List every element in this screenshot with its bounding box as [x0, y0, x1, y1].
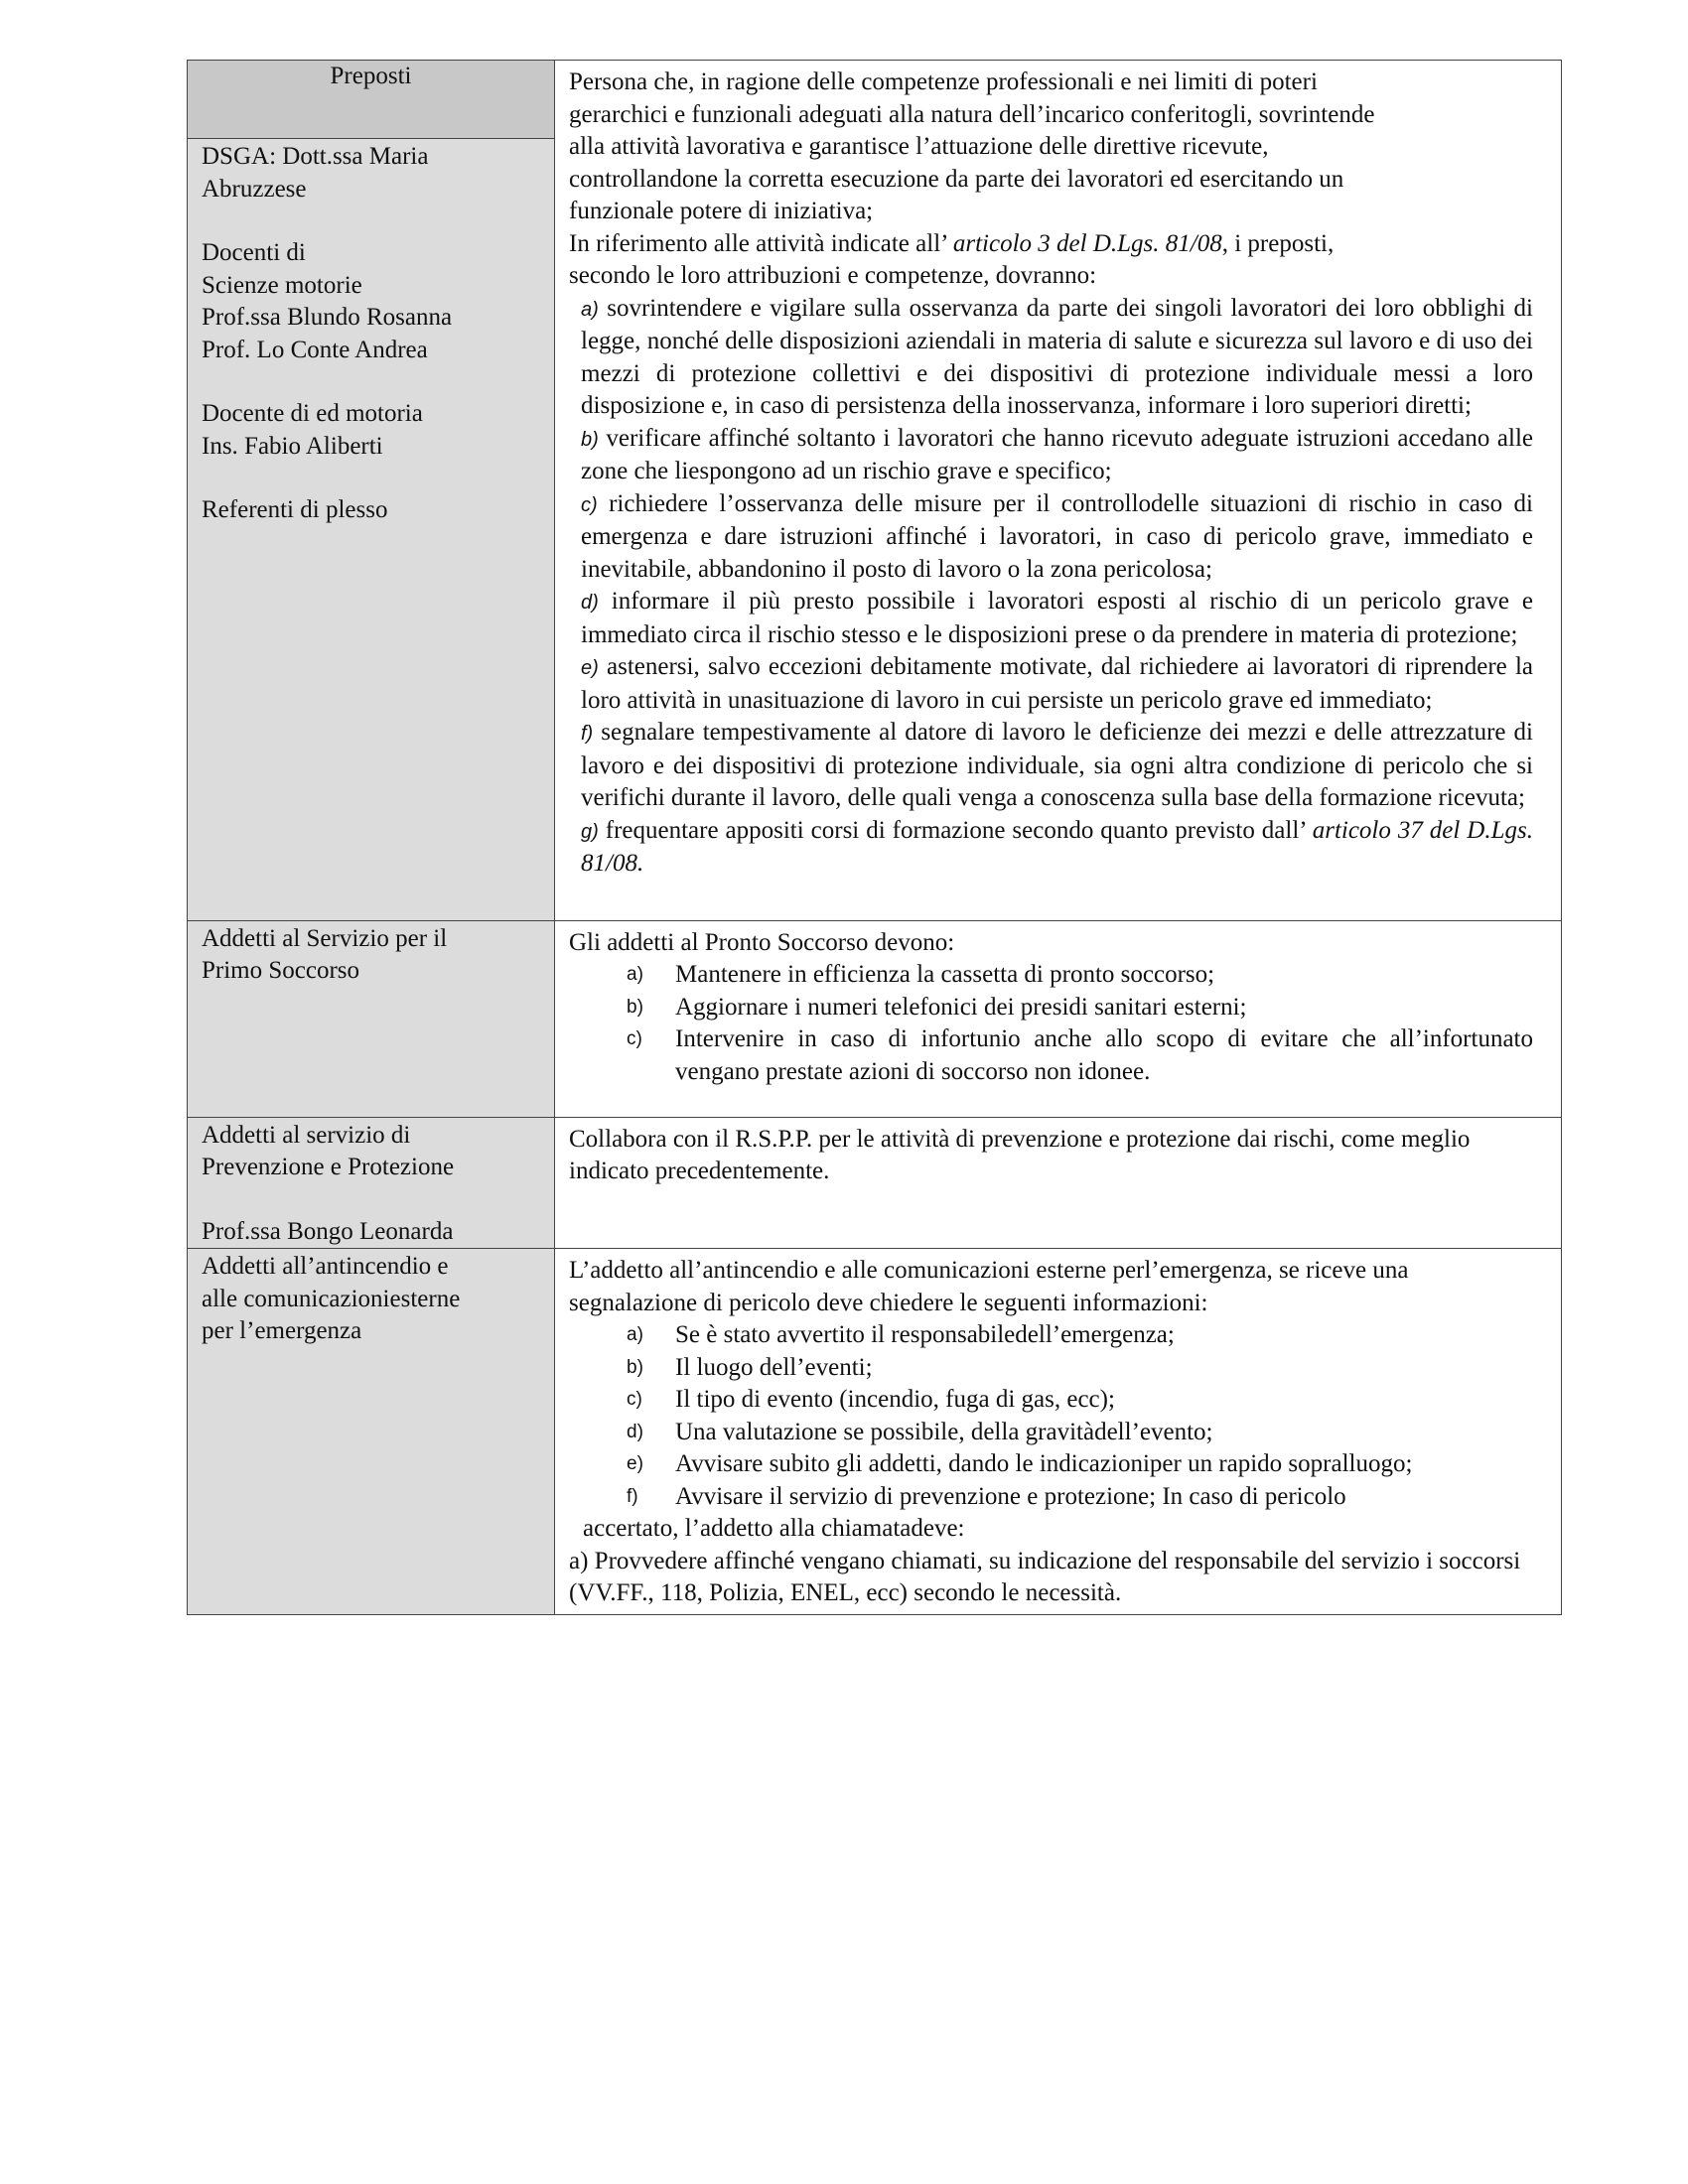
antincendio-role: [188, 1249, 554, 1348]
list-item: [569, 992, 1533, 1024]
item-text: Avvisare il servizio di prevenzione e protezione; In caso di pericolo: [675, 1482, 1346, 1510]
item-text: Se è stato avvertito il responsabiledell’emergenza;: [675, 1321, 1175, 1348]
reference-line: [569, 228, 1533, 261]
item-text: Avvisare subito gli addetti, dando le indicazioniper un rapido sopralluogo;: [675, 1450, 1413, 1477]
item-label: c): [581, 493, 598, 516]
item-text: Intervenire in caso di infortunio anche allo scopo di evitare che all’infortunato vengano prestate azioni di soccorso non idonee.: [675, 1025, 1533, 1085]
item-text: Aggiornare i numeri telefonici dei presidi sanitari esterni;: [675, 993, 1247, 1021]
primo-soccorso-left-cell: [188, 920, 555, 1117]
antincendio-left-cell: [188, 1249, 555, 1615]
item-text: verificare affinché soltanto i lavoratori che hanno ricevuto adeguate istruzioni accedano alle zone che liespongono ad un rischio grave e specifico;: [581, 424, 1533, 484]
antincendio-continuation: accertato, l’addetto alla chiamatadeve:: [583, 1515, 965, 1542]
duty-item-f: [569, 717, 1533, 815]
antincendio-description: [555, 1249, 1562, 1615]
prevenzione-text: Collabora con il R.S.P.P. per le attività di prevenzione e protezione dai rischi, come meglio indicato precedentemente.: [569, 1125, 1471, 1184]
item-label: b): [627, 996, 643, 1018]
antincendio-final: a) Provvedere affinché vengano chiamati, su indicazione del responsabile del servizio i soccorsi (VV.FF., 118, Polizia, ENEL, ecc) secondo le necessità.: [569, 1547, 1521, 1606]
law-reference: articolo 3 del D.Lgs. 81/08: [952, 229, 1222, 257]
duty-item-c: [569, 488, 1533, 587]
list-item: [569, 1024, 1533, 1088]
item-text: frequentare appositi corsi di formazione secondo quanto previsto dall’: [605, 816, 1313, 844]
list-item: [569, 1417, 1533, 1449]
role-line: Addetti al servizio di: [202, 1121, 411, 1149]
item-label: f): [627, 1485, 638, 1507]
item-text: informare il più presto possibile i lavoratori esposti al rischio di un pericolo grave e immediato circa il rischio stesso e le disposizioni prese o da prendere in materia di protezione;: [581, 588, 1534, 648]
item-label: g): [581, 820, 599, 843]
duty-item-a: [569, 293, 1533, 423]
reference-text: In riferimento alle attività indicate all’: [569, 229, 953, 257]
item-text: Il tipo di evento (incendio, fuga di gas, ecc);: [675, 1386, 1115, 1413]
docenti-line-3: Prof.ssa Blundo Rosanna: [202, 304, 453, 331]
role-line: Primo Soccorso: [202, 957, 360, 984]
primo-soccorso-description: [555, 920, 1562, 1117]
primo-soccorso-list: [569, 959, 1533, 1088]
item-label: a): [627, 964, 643, 985]
list-item: [569, 1352, 1533, 1385]
reference-text-end: , i preposti,: [1221, 229, 1335, 257]
primo-soccorso-intro: Gli addetti al Pronto Soccorso devono:: [569, 928, 955, 956]
intro-line-5: funzionale potere di iniziativa;: [569, 198, 874, 224]
role-line: per l’emergenza: [202, 1317, 362, 1344]
docenti-line-2: Scienze motorie: [202, 271, 362, 299]
duty-item-d: [569, 586, 1533, 651]
item-label: f): [581, 723, 594, 745]
dsga-line-1: DSGA: Dott.ssa Maria: [202, 143, 429, 170]
duty-item-e: [569, 651, 1533, 717]
role-line: Prevenzione e Protezione: [202, 1154, 455, 1180]
referenti-line: Referenti di plesso: [202, 496, 388, 523]
role-line: Prof.ssa Bongo Leonarda: [202, 1217, 454, 1245]
preposti-names: [188, 138, 554, 527]
list-item: [569, 959, 1533, 992]
item-label: b): [581, 428, 599, 451]
item-text: astenersi, salvo eccezioni debitamente motivate, dal richiedere ai lavoratori di riprendere la loro attività in unasituazione di lavoro in cui persiste un pericolo grave ed immediato;: [581, 653, 1534, 714]
item-text: sovrintendere e vigilare sulla osservanza da parte dei singoli lavoratori dei loro obblighi di legge, nonché delle disposizioni aziendali in materia di salute e sicurezza sul lavoro e di uso dei mezzi di protezione collettivi e dei dispositivi di protezione individuale messi a loro disposizione e, in caso di persistenza della inosservanza, informare i loro superiori diretti;: [581, 294, 1533, 419]
roles-table: [187, 60, 1562, 1615]
list-item: [569, 1448, 1533, 1481]
item-label: c): [627, 1389, 642, 1410]
role-line: Addetti al Servizio per il: [202, 924, 448, 952]
item-label: b): [627, 1356, 643, 1378]
intro-line-1: Persona che, in ragione delle competenze professionali e nei limiti di poteri: [569, 68, 1318, 95]
item-text: Il luogo dell’eventi;: [675, 1353, 873, 1381]
item-label: e): [581, 657, 599, 679]
role-line: Addetti all’antincendio e: [202, 1253, 449, 1280]
list-item: [569, 1319, 1533, 1352]
item-text: Mantenere in efficienza la cassetta di pronto soccorso;: [675, 961, 1215, 988]
list-item: [569, 1384, 1533, 1417]
preposti-heading: Preposti: [188, 61, 554, 138]
item-label: c): [627, 1028, 642, 1049]
docente-ed-line-2: Ins. Fabio Aliberti: [202, 432, 383, 460]
list-item: [569, 1481, 1533, 1514]
antincendio-list: [569, 1319, 1533, 1513]
prevenzione-role: [188, 1118, 554, 1249]
docenti-line-1: Docenti di: [202, 239, 306, 266]
duty-item-b: [569, 423, 1533, 488]
antincendio-intro: L’addetto all’antincendio e alle comunicazioni esterne perl’emergenza, se riceve una segnalazione di pericolo deve chiedere le seguenti informazioni:: [569, 1257, 1409, 1316]
dsga-line-2: Abruzzese: [202, 175, 307, 203]
item-label: a): [627, 1324, 643, 1345]
prevenzione-description: [555, 1117, 1562, 1249]
law-reference: articolo 37 del D.Lgs. 81/08.: [581, 816, 1533, 877]
intro-line-2: gerarchici e funzionali adeguati alla natura dell’incarico conferitogli, sovrintende: [569, 100, 1375, 128]
item-label: e): [627, 1453, 643, 1474]
role-line: alle comunicazioniesterne: [202, 1285, 461, 1312]
item-label: d): [627, 1421, 643, 1442]
item-label: a): [581, 298, 599, 321]
intro-line-3: alla attività lavorativa e garantisce l’attuazione delle direttive ricevute,: [569, 133, 1269, 160]
preposti-left-cell: [188, 61, 555, 921]
prevenzione-left-cell: [188, 1117, 555, 1249]
docente-ed-line-1: Docente di ed motoria: [202, 400, 423, 427]
preposti-description: [555, 61, 1562, 921]
reference-line-2: secondo le loro attribuzioni e competenze, dovranno:: [569, 262, 1097, 289]
intro-line-4: controllandone la corretta esecuzione da parte dei lavoratori ed esercitando un: [569, 165, 1344, 193]
docenti-line-4: Prof. Lo Conte Andrea: [202, 336, 428, 363]
item-label: d): [581, 592, 599, 614]
primo-soccorso-role: [188, 921, 554, 988]
item-text: richiedere l’osservanza delle misure per il controllodelle situazioni di rischio in caso di emergenza e dare istruzioni affinché i lavoratori, in caso di pericolo grave, immediato e inevitabile, abbandonino il posto di lavoro o la zona pericolosa;: [581, 489, 1534, 583]
duty-item-g: [569, 815, 1533, 881]
item-text: Una valutazione se possibile, della gravitàdell’evento;: [675, 1418, 1213, 1445]
item-text: segnalare tempestivamente al datore di lavoro le deficienze dei mezzi e delle attrezzature di lavoro e dei dispositivi di protezione individuale, sia ogni altra condizione di pericolo che si verifichi durante il lavoro, delle quali venga a conoscenza sulla base della formazione ricevuta;: [581, 719, 1533, 811]
